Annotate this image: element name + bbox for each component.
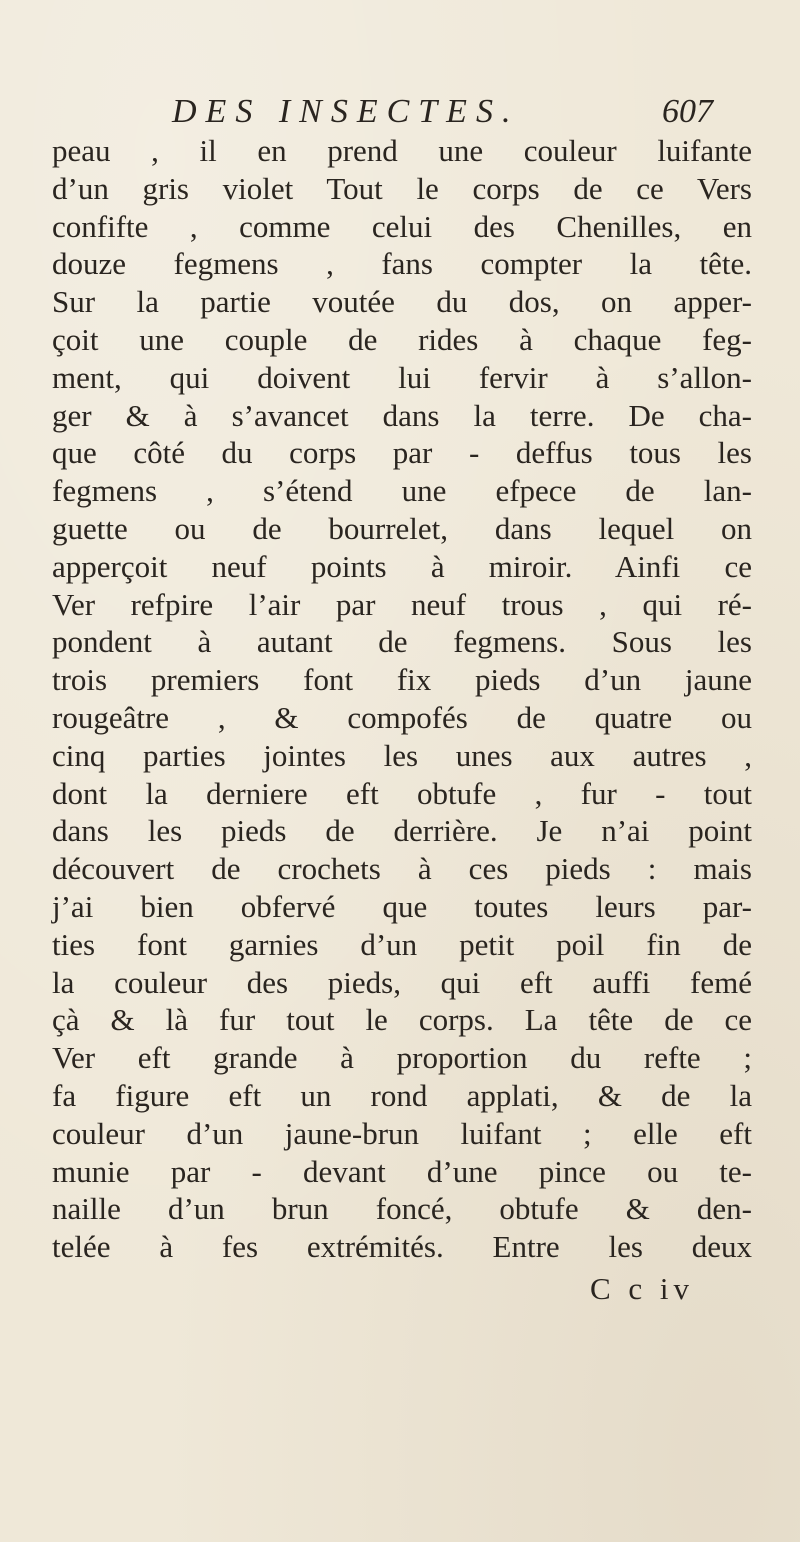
text-line: pondent à autant de fegmens. Sous les (52, 624, 752, 660)
text-line: rougeâtre , & compofés de quatre ou (52, 699, 752, 735)
text-line: Ver eft grande à proportion du refte ; (52, 1040, 752, 1076)
text-line: dans les pieds de derrière. Je n’ai point (52, 813, 752, 849)
text-line: trois premiers font fix pieds d’un jaune (52, 662, 752, 698)
text-line: que côté du corps par - deffus tous les (52, 435, 752, 471)
text-line: çà & là fur tout le corps. La tête de ce (52, 1002, 752, 1038)
page-number: 607 (662, 93, 713, 130)
text-line: apperçoit neuf points à miroir. Ainfi ce (52, 548, 752, 584)
text-line: dont la derniere eft obtufe , fur - tout (52, 775, 752, 811)
text-line: ger & à s’avancet dans la terre. De cha- (52, 397, 752, 433)
text-line: telée à fes extrémités. Entre les deux (52, 1229, 752, 1265)
text-line: ment, qui doivent lui fervir à s’allon- (52, 359, 752, 395)
text-line: fegmens , s’étend une efpece de lan- (52, 473, 752, 509)
text-line: la couleur des pieds, qui eft auffi femé (52, 964, 752, 1000)
text-line: douze fegmens , fans compter la tête. (52, 246, 752, 282)
text-line: d’un gris violet Tout le corps de ce Vers (52, 170, 752, 206)
signature-mark: C c iv (590, 1271, 695, 1306)
text-line: çoit une couple de rides à chaque feg- (52, 321, 752, 357)
text-line: fa figure eft un rond applati, & de la (52, 1077, 752, 1113)
text-line: couleur d’un jaune-brun luifant ; elle eft (52, 1115, 752, 1151)
text-line: munie par - devant d’une pince ou te- (52, 1153, 752, 1189)
text-line: Sur la partie voutée du dos, on apper- (52, 284, 752, 320)
body-text (52, 132, 752, 1266)
text-line: découvert de crochets à ces pieds : mais (52, 851, 752, 887)
text-line: peau , il en prend une couleur luifante (52, 133, 752, 168)
text-line: guette ou de bourrelet, dans lequel on (52, 510, 752, 546)
running-head (0, 92, 800, 132)
text-line: confifte , comme celui des Chenilles, en (52, 208, 752, 244)
text-line: cinq parties jointes les unes aux autres , (52, 737, 752, 773)
text-line: j’ai bien obfervé que toutes leurs par- (52, 888, 752, 924)
running-title: DES INSECTES. (172, 93, 520, 130)
text-line: ties font garnies d’un petit poil fin de (52, 926, 752, 962)
text-line: Ver refpire l’air par neuf trous , qui ré- (52, 586, 752, 622)
text-line: naille d’un brun foncé, obtufe & den- (52, 1191, 752, 1227)
